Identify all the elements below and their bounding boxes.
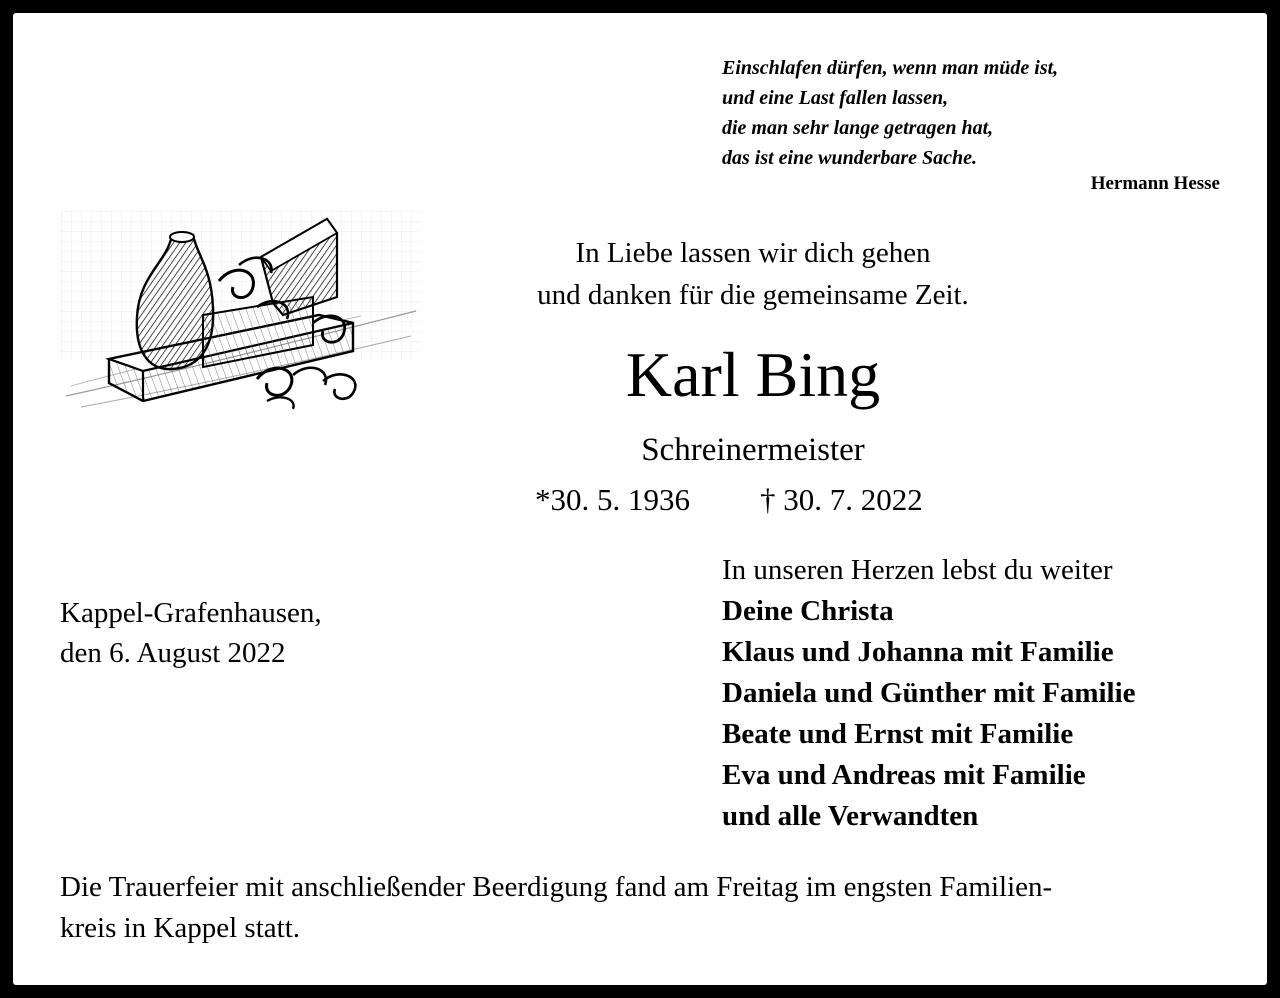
quote-author: Hermann Hesse (1090, 173, 1220, 194)
mourners-heading: In unseren Herzen lebst du weiter (722, 554, 1113, 586)
notice-line: kreis in Kappel statt. (60, 912, 301, 944)
quote-line: das ist eine wunderbare Sache. (722, 147, 978, 169)
hand-plane-with-wood-shavings-icon (61, 211, 421, 417)
mourners-list (722, 550, 1136, 837)
quote-line: und eine Last fallen lassen, (722, 87, 949, 109)
date-line: den 6. August 2022 (60, 637, 286, 669)
quote-line: Einschlafen dürfen, wenn man müde ist, (722, 57, 1059, 79)
notice-line: Die Trauerfeier mit anschließender Beerdigung fand am Freitag im engsten Familien- (60, 871, 1053, 903)
mourner-entry: Deine Christa (722, 595, 894, 627)
deceased-name: Karl Bing (625, 339, 881, 410)
farewell-intro (413, 232, 1093, 316)
mourner-entry: Beate und Ernst mit Familie (722, 718, 1074, 750)
life-dates (535, 478, 923, 522)
death-date: † 30. 7. 2022 (760, 482, 923, 517)
birth-date: *30. 5. 1936 (535, 482, 690, 517)
quote-line: die man sehr lange getragen hat, (722, 117, 994, 139)
mourner-entry: und alle Verwandten (722, 800, 979, 832)
intro-line: und danken für die gemeinsame Zeit. (537, 279, 969, 311)
obituary-card (13, 13, 1267, 985)
place-line: Kappel-Grafenhausen, (60, 597, 322, 629)
mourner-entry: Daniela und Günther mit Familie (722, 677, 1136, 709)
mourner-entry: Eva und Andreas mit Familie (722, 759, 1086, 791)
deceased-profession: Schreinermeister (641, 432, 865, 468)
intro-line: In Liebe lassen wir dich gehen (575, 237, 931, 269)
mourner-entry: Klaus und Johanna mit Familie (722, 636, 1114, 668)
hesse-quote (722, 53, 1058, 173)
funeral-notice (60, 867, 1240, 949)
place-and-date (60, 593, 322, 673)
